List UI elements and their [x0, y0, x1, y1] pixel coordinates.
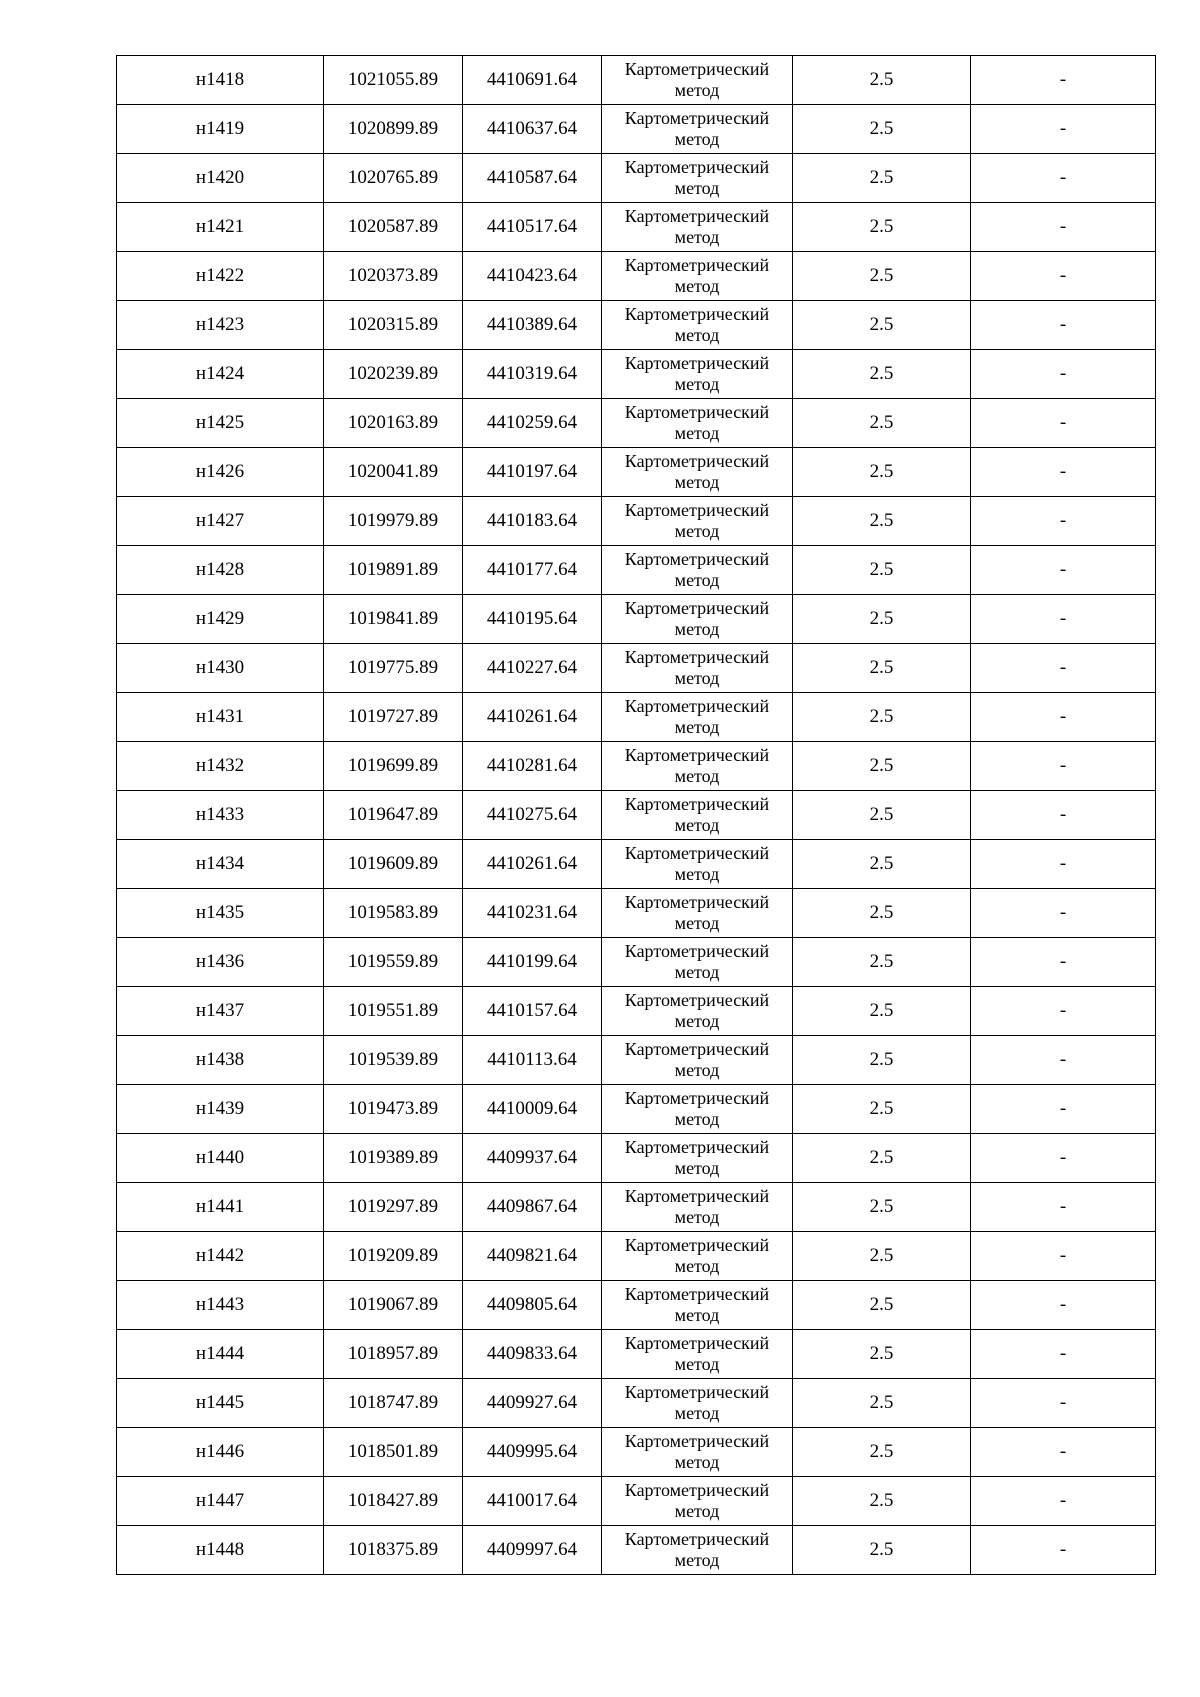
note-cell: - [971, 1134, 1156, 1183]
y-coordinate-cell: 4409997.64 [463, 1526, 602, 1575]
note-cell: - [971, 987, 1156, 1036]
x-coordinate-cell: 1019559.89 [324, 938, 463, 987]
method-cell: Картометрический метод [602, 1134, 793, 1183]
note-cell: - [971, 399, 1156, 448]
method-cell: Картометрический метод [602, 742, 793, 791]
table-row [117, 840, 1156, 889]
precision-cell: 2.5 [793, 595, 971, 644]
point-number-cell: н1418 [117, 56, 324, 105]
method-cell: Картометрический метод [602, 1379, 793, 1428]
method-cell: Картометрический метод [602, 301, 793, 350]
x-coordinate-cell: 1020239.89 [324, 350, 463, 399]
method-cell: Картометрический метод [602, 448, 793, 497]
y-coordinate-cell: 4409805.64 [463, 1281, 602, 1330]
method-cell: Картометрический метод [602, 1036, 793, 1085]
x-coordinate-cell: 1020587.89 [324, 203, 463, 252]
note-cell: - [971, 56, 1156, 105]
note-cell: - [971, 1232, 1156, 1281]
y-coordinate-cell: 4410691.64 [463, 56, 602, 105]
precision-cell: 2.5 [793, 399, 971, 448]
table-row [117, 1036, 1156, 1085]
x-coordinate-cell: 1019727.89 [324, 693, 463, 742]
precision-cell: 2.5 [793, 644, 971, 693]
method-cell: Картометрический метод [602, 154, 793, 203]
precision-cell: 2.5 [793, 791, 971, 840]
method-cell: Картометрический метод [602, 595, 793, 644]
precision-cell: 2.5 [793, 1281, 971, 1330]
y-coordinate-cell: 4409821.64 [463, 1232, 602, 1281]
precision-cell: 2.5 [793, 203, 971, 252]
method-cell: Картометрический метод [602, 497, 793, 546]
point-number-cell: н1442 [117, 1232, 324, 1281]
y-coordinate-cell: 4410637.64 [463, 105, 602, 154]
coordinates-table [116, 55, 1156, 1575]
x-coordinate-cell: 1020315.89 [324, 301, 463, 350]
precision-cell: 2.5 [793, 1036, 971, 1085]
method-cell: Картометрический метод [602, 1232, 793, 1281]
point-number-cell: н1425 [117, 399, 324, 448]
precision-cell: 2.5 [793, 1526, 971, 1575]
table-row [117, 693, 1156, 742]
point-number-cell: н1431 [117, 693, 324, 742]
point-number-cell: н1423 [117, 301, 324, 350]
method-cell: Картометрический метод [602, 1085, 793, 1134]
precision-cell: 2.5 [793, 301, 971, 350]
y-coordinate-cell: 4410587.64 [463, 154, 602, 203]
precision-cell: 2.5 [793, 840, 971, 889]
method-cell: Картометрический метод [602, 546, 793, 595]
x-coordinate-cell: 1020899.89 [324, 105, 463, 154]
precision-cell: 2.5 [793, 1183, 971, 1232]
precision-cell: 2.5 [793, 154, 971, 203]
point-number-cell: н1432 [117, 742, 324, 791]
table-row [117, 252, 1156, 301]
y-coordinate-cell: 4410281.64 [463, 742, 602, 791]
table-row [117, 1134, 1156, 1183]
note-cell: - [971, 1085, 1156, 1134]
table-row [117, 791, 1156, 840]
point-number-cell: н1422 [117, 252, 324, 301]
y-coordinate-cell: 4410017.64 [463, 1477, 602, 1526]
x-coordinate-cell: 1019841.89 [324, 595, 463, 644]
table-row [117, 1232, 1156, 1281]
table-row [117, 987, 1156, 1036]
point-number-cell: н1427 [117, 497, 324, 546]
x-coordinate-cell: 1018375.89 [324, 1526, 463, 1575]
precision-cell: 2.5 [793, 1379, 971, 1428]
table-row [117, 1085, 1156, 1134]
precision-cell: 2.5 [793, 105, 971, 154]
x-coordinate-cell: 1018427.89 [324, 1477, 463, 1526]
note-cell: - [971, 546, 1156, 595]
method-cell: Картометрический метод [602, 1477, 793, 1526]
x-coordinate-cell: 1019539.89 [324, 1036, 463, 1085]
precision-cell: 2.5 [793, 1085, 971, 1134]
method-cell: Картометрический метод [602, 1183, 793, 1232]
table-row [117, 154, 1156, 203]
precision-cell: 2.5 [793, 56, 971, 105]
method-cell: Картометрический метод [602, 693, 793, 742]
x-coordinate-cell: 1019583.89 [324, 889, 463, 938]
y-coordinate-cell: 4410275.64 [463, 791, 602, 840]
y-coordinate-cell: 4410227.64 [463, 644, 602, 693]
table-row [117, 742, 1156, 791]
x-coordinate-cell: 1019389.89 [324, 1134, 463, 1183]
x-coordinate-cell: 1019647.89 [324, 791, 463, 840]
method-cell: Картометрический метод [602, 1526, 793, 1575]
note-cell: - [971, 840, 1156, 889]
y-coordinate-cell: 4410183.64 [463, 497, 602, 546]
precision-cell: 2.5 [793, 1428, 971, 1477]
note-cell: - [971, 1183, 1156, 1232]
precision-cell: 2.5 [793, 497, 971, 546]
precision-cell: 2.5 [793, 1232, 971, 1281]
method-cell: Картометрический метод [602, 889, 793, 938]
table-row [117, 546, 1156, 595]
x-coordinate-cell: 1019891.89 [324, 546, 463, 595]
note-cell: - [971, 448, 1156, 497]
precision-cell: 2.5 [793, 1477, 971, 1526]
table-row [117, 301, 1156, 350]
note-cell: - [971, 595, 1156, 644]
precision-cell: 2.5 [793, 546, 971, 595]
note-cell: - [971, 1036, 1156, 1085]
y-coordinate-cell: 4410231.64 [463, 889, 602, 938]
x-coordinate-cell: 1019209.89 [324, 1232, 463, 1281]
note-cell: - [971, 693, 1156, 742]
point-number-cell: н1444 [117, 1330, 324, 1379]
method-cell: Картометрический метод [602, 791, 793, 840]
precision-cell: 2.5 [793, 889, 971, 938]
point-number-cell: н1441 [117, 1183, 324, 1232]
precision-cell: 2.5 [793, 1134, 971, 1183]
x-coordinate-cell: 1018747.89 [324, 1379, 463, 1428]
method-cell: Картометрический метод [602, 252, 793, 301]
table-row [117, 1183, 1156, 1232]
method-cell: Картометрический метод [602, 203, 793, 252]
point-number-cell: н1447 [117, 1477, 324, 1526]
point-number-cell: н1446 [117, 1428, 324, 1477]
y-coordinate-cell: 4410261.64 [463, 693, 602, 742]
y-coordinate-cell: 4410197.64 [463, 448, 602, 497]
y-coordinate-cell: 4410517.64 [463, 203, 602, 252]
x-coordinate-cell: 1019473.89 [324, 1085, 463, 1134]
x-coordinate-cell: 1020373.89 [324, 252, 463, 301]
x-coordinate-cell: 1019979.89 [324, 497, 463, 546]
y-coordinate-cell: 4410423.64 [463, 252, 602, 301]
x-coordinate-cell: 1018501.89 [324, 1428, 463, 1477]
note-cell: - [971, 1477, 1156, 1526]
y-coordinate-cell: 4409995.64 [463, 1428, 602, 1477]
point-number-cell: н1430 [117, 644, 324, 693]
x-coordinate-cell: 1020765.89 [324, 154, 463, 203]
point-number-cell: н1426 [117, 448, 324, 497]
table-row [117, 595, 1156, 644]
x-coordinate-cell: 1018957.89 [324, 1330, 463, 1379]
precision-cell: 2.5 [793, 448, 971, 497]
note-cell: - [971, 1330, 1156, 1379]
x-coordinate-cell: 1019067.89 [324, 1281, 463, 1330]
note-cell: - [971, 889, 1156, 938]
point-number-cell: н1433 [117, 791, 324, 840]
note-cell: - [971, 1379, 1156, 1428]
table-row [117, 1281, 1156, 1330]
table-row [117, 105, 1156, 154]
note-cell: - [971, 1281, 1156, 1330]
point-number-cell: н1435 [117, 889, 324, 938]
y-coordinate-cell: 4409927.64 [463, 1379, 602, 1428]
method-cell: Картометрический метод [602, 1281, 793, 1330]
y-coordinate-cell: 4409867.64 [463, 1183, 602, 1232]
point-number-cell: н1448 [117, 1526, 324, 1575]
y-coordinate-cell: 4409937.64 [463, 1134, 602, 1183]
point-number-cell: н1438 [117, 1036, 324, 1085]
coordinates-table-body [117, 56, 1156, 1575]
point-number-cell: н1437 [117, 987, 324, 1036]
precision-cell: 2.5 [793, 1330, 971, 1379]
y-coordinate-cell: 4409833.64 [463, 1330, 602, 1379]
precision-cell: 2.5 [793, 350, 971, 399]
method-cell: Картометрический метод [602, 1330, 793, 1379]
method-cell: Картометрический метод [602, 350, 793, 399]
y-coordinate-cell: 4410259.64 [463, 399, 602, 448]
x-coordinate-cell: 1020163.89 [324, 399, 463, 448]
precision-cell: 2.5 [793, 742, 971, 791]
note-cell: - [971, 742, 1156, 791]
method-cell: Картометрический метод [602, 399, 793, 448]
table-row [117, 889, 1156, 938]
method-cell: Картометрический метод [602, 938, 793, 987]
point-number-cell: н1440 [117, 1134, 324, 1183]
point-number-cell: н1443 [117, 1281, 324, 1330]
point-number-cell: н1436 [117, 938, 324, 987]
note-cell: - [971, 497, 1156, 546]
table-row [117, 399, 1156, 448]
note-cell: - [971, 154, 1156, 203]
point-number-cell: н1424 [117, 350, 324, 399]
note-cell: - [971, 938, 1156, 987]
method-cell: Картометрический метод [602, 56, 793, 105]
x-coordinate-cell: 1019609.89 [324, 840, 463, 889]
point-number-cell: н1428 [117, 546, 324, 595]
x-coordinate-cell: 1020041.89 [324, 448, 463, 497]
point-number-cell: н1439 [117, 1085, 324, 1134]
precision-cell: 2.5 [793, 693, 971, 742]
method-cell: Картометрический метод [602, 644, 793, 693]
precision-cell: 2.5 [793, 938, 971, 987]
note-cell: - [971, 252, 1156, 301]
y-coordinate-cell: 4410389.64 [463, 301, 602, 350]
note-cell: - [971, 1428, 1156, 1477]
method-cell: Картометрический метод [602, 1428, 793, 1477]
point-number-cell: н1421 [117, 203, 324, 252]
y-coordinate-cell: 4410199.64 [463, 938, 602, 987]
point-number-cell: н1445 [117, 1379, 324, 1428]
note-cell: - [971, 1526, 1156, 1575]
x-coordinate-cell: 1019699.89 [324, 742, 463, 791]
table-row [117, 1477, 1156, 1526]
x-coordinate-cell: 1019775.89 [324, 644, 463, 693]
method-cell: Картометрический метод [602, 840, 793, 889]
y-coordinate-cell: 4410113.64 [463, 1036, 602, 1085]
table-row [117, 1379, 1156, 1428]
note-cell: - [971, 644, 1156, 693]
point-number-cell: н1429 [117, 595, 324, 644]
method-cell: Картометрический метод [602, 987, 793, 1036]
x-coordinate-cell: 1021055.89 [324, 56, 463, 105]
table-row [117, 644, 1156, 693]
table-row [117, 1526, 1156, 1575]
table-row [117, 497, 1156, 546]
x-coordinate-cell: 1019297.89 [324, 1183, 463, 1232]
point-number-cell: н1420 [117, 154, 324, 203]
note-cell: - [971, 301, 1156, 350]
note-cell: - [971, 105, 1156, 154]
method-cell: Картометрический метод [602, 105, 793, 154]
x-coordinate-cell: 1019551.89 [324, 987, 463, 1036]
table-row [117, 203, 1156, 252]
note-cell: - [971, 203, 1156, 252]
y-coordinate-cell: 4410009.64 [463, 1085, 602, 1134]
y-coordinate-cell: 4410177.64 [463, 546, 602, 595]
y-coordinate-cell: 4410261.64 [463, 840, 602, 889]
note-cell: - [971, 350, 1156, 399]
table-row [117, 350, 1156, 399]
table-row [117, 56, 1156, 105]
precision-cell: 2.5 [793, 252, 971, 301]
point-number-cell: н1419 [117, 105, 324, 154]
y-coordinate-cell: 4410157.64 [463, 987, 602, 1036]
point-number-cell: н1434 [117, 840, 324, 889]
table-row [117, 938, 1156, 987]
precision-cell: 2.5 [793, 987, 971, 1036]
table-row [117, 448, 1156, 497]
note-cell: - [971, 791, 1156, 840]
y-coordinate-cell: 4410195.64 [463, 595, 602, 644]
table-row [117, 1428, 1156, 1477]
y-coordinate-cell: 4410319.64 [463, 350, 602, 399]
table-row [117, 1330, 1156, 1379]
